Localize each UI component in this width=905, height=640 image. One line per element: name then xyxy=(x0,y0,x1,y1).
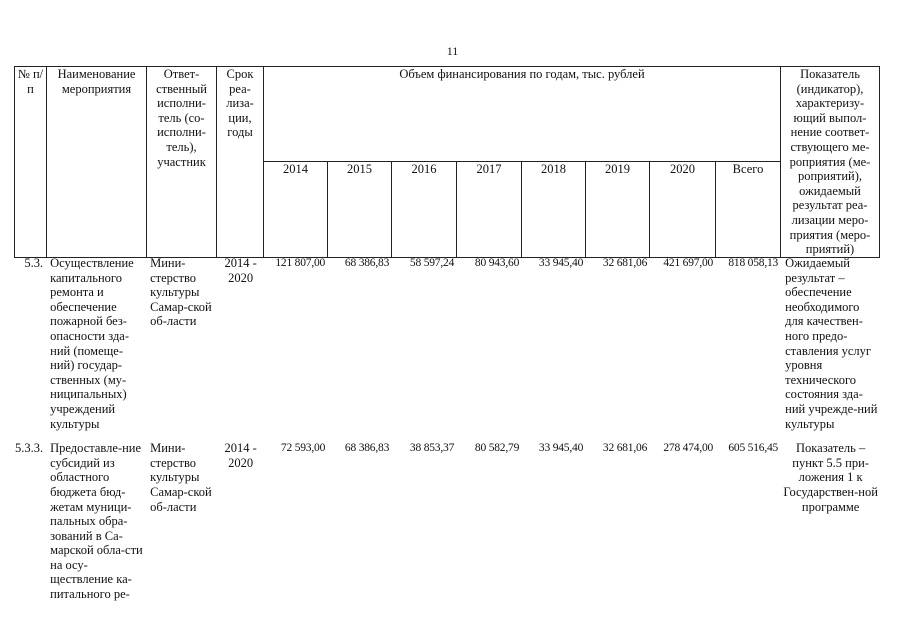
row-value: 33 945,40 xyxy=(538,442,584,455)
row-value: 278 474,00 xyxy=(663,442,714,455)
table-body xyxy=(14,256,880,602)
row-number: 5.3. xyxy=(24,256,44,270)
row-value: 80 943,60 xyxy=(474,257,520,269)
page-number: 11 xyxy=(446,44,459,58)
header-funding: Объем финансирования по годам, тыс. рублей xyxy=(264,67,781,162)
row-value: 38 853,37 xyxy=(409,442,455,455)
row-responsible: Мини-стерство культуры Самар-ской об-ласти xyxy=(150,441,212,514)
header-year: 2014 xyxy=(264,162,328,257)
row-value: 32 681,06 xyxy=(602,257,648,269)
header-year: 2016 xyxy=(392,162,457,257)
row-number: 5.3.3. xyxy=(15,441,44,456)
row-total: 605 516,45 xyxy=(728,442,779,455)
row-indicator: Показатель – пункт 5.5 при-ложения 1 к Государствен-ной программе xyxy=(783,441,878,514)
row-value: 68 386,83 xyxy=(344,442,390,455)
header-year: 2019 xyxy=(586,162,650,257)
row-value: 80 582,79 xyxy=(474,442,520,455)
row-value: 33 945,40 xyxy=(538,257,584,269)
header-term: Срок реа-лиза-ции, годы xyxy=(217,67,264,258)
row-term: 2014 - 2020 xyxy=(224,256,257,285)
row-value: 32 681,06 xyxy=(602,442,648,455)
header-indicator: Показатель (индикатор), характеризу-ющий выпол-нение соответ-ствующего ме-роприятия (ме-роприятий), ожидаемый результат реа-лизации меро-приятия (меро-приятий) xyxy=(781,67,880,258)
header-name: Наименование мероприятия xyxy=(47,67,147,258)
row-responsible: Мини-стерство культуры Самар-ской об-ласти xyxy=(150,256,212,329)
header-no: № п/п xyxy=(15,67,47,258)
row-value: 121 807,00 xyxy=(275,257,326,269)
row-term: 2014 - 2020 xyxy=(224,441,257,470)
header-year: 2017 xyxy=(457,162,522,257)
row-indicator: Ожидаемый результат – обеспечение необходимого для качествен-ного предо-ставления услуг уровня технического состояния зда-ний учрежде-ний культуры xyxy=(785,256,878,431)
header-year: 2020 xyxy=(650,162,716,257)
row-value: 421 697,00 xyxy=(663,257,714,269)
header-year: 2018 xyxy=(522,162,586,257)
header-total: Всего xyxy=(716,162,781,257)
header-responsible: Ответ-ственный исполни-тель (со-исполни-тель), участник xyxy=(147,67,217,258)
row-value: 72 593,00 xyxy=(280,442,326,455)
row-name: Предоставле-ние субсидий из областного бюджета бюд-жетам муници-пальных обра-зований в Са-марской обла-сти на осу-ществление ка-питального ре- xyxy=(50,441,143,602)
table-row xyxy=(14,256,880,431)
row-value: 68 386,83 xyxy=(344,257,390,269)
row-value: 58 597,24 xyxy=(409,257,455,269)
row-total: 818 058,13 xyxy=(728,257,779,269)
header-year: 2015 xyxy=(328,162,392,257)
table-header xyxy=(14,66,880,258)
row-name: Осуществление капитального ремонта и обеспечение пожарной без-опасности зда-ний (помеще-ний) государ-ственных (му-ниципальных) учреждений культуры xyxy=(50,256,134,431)
table-row xyxy=(14,441,880,602)
